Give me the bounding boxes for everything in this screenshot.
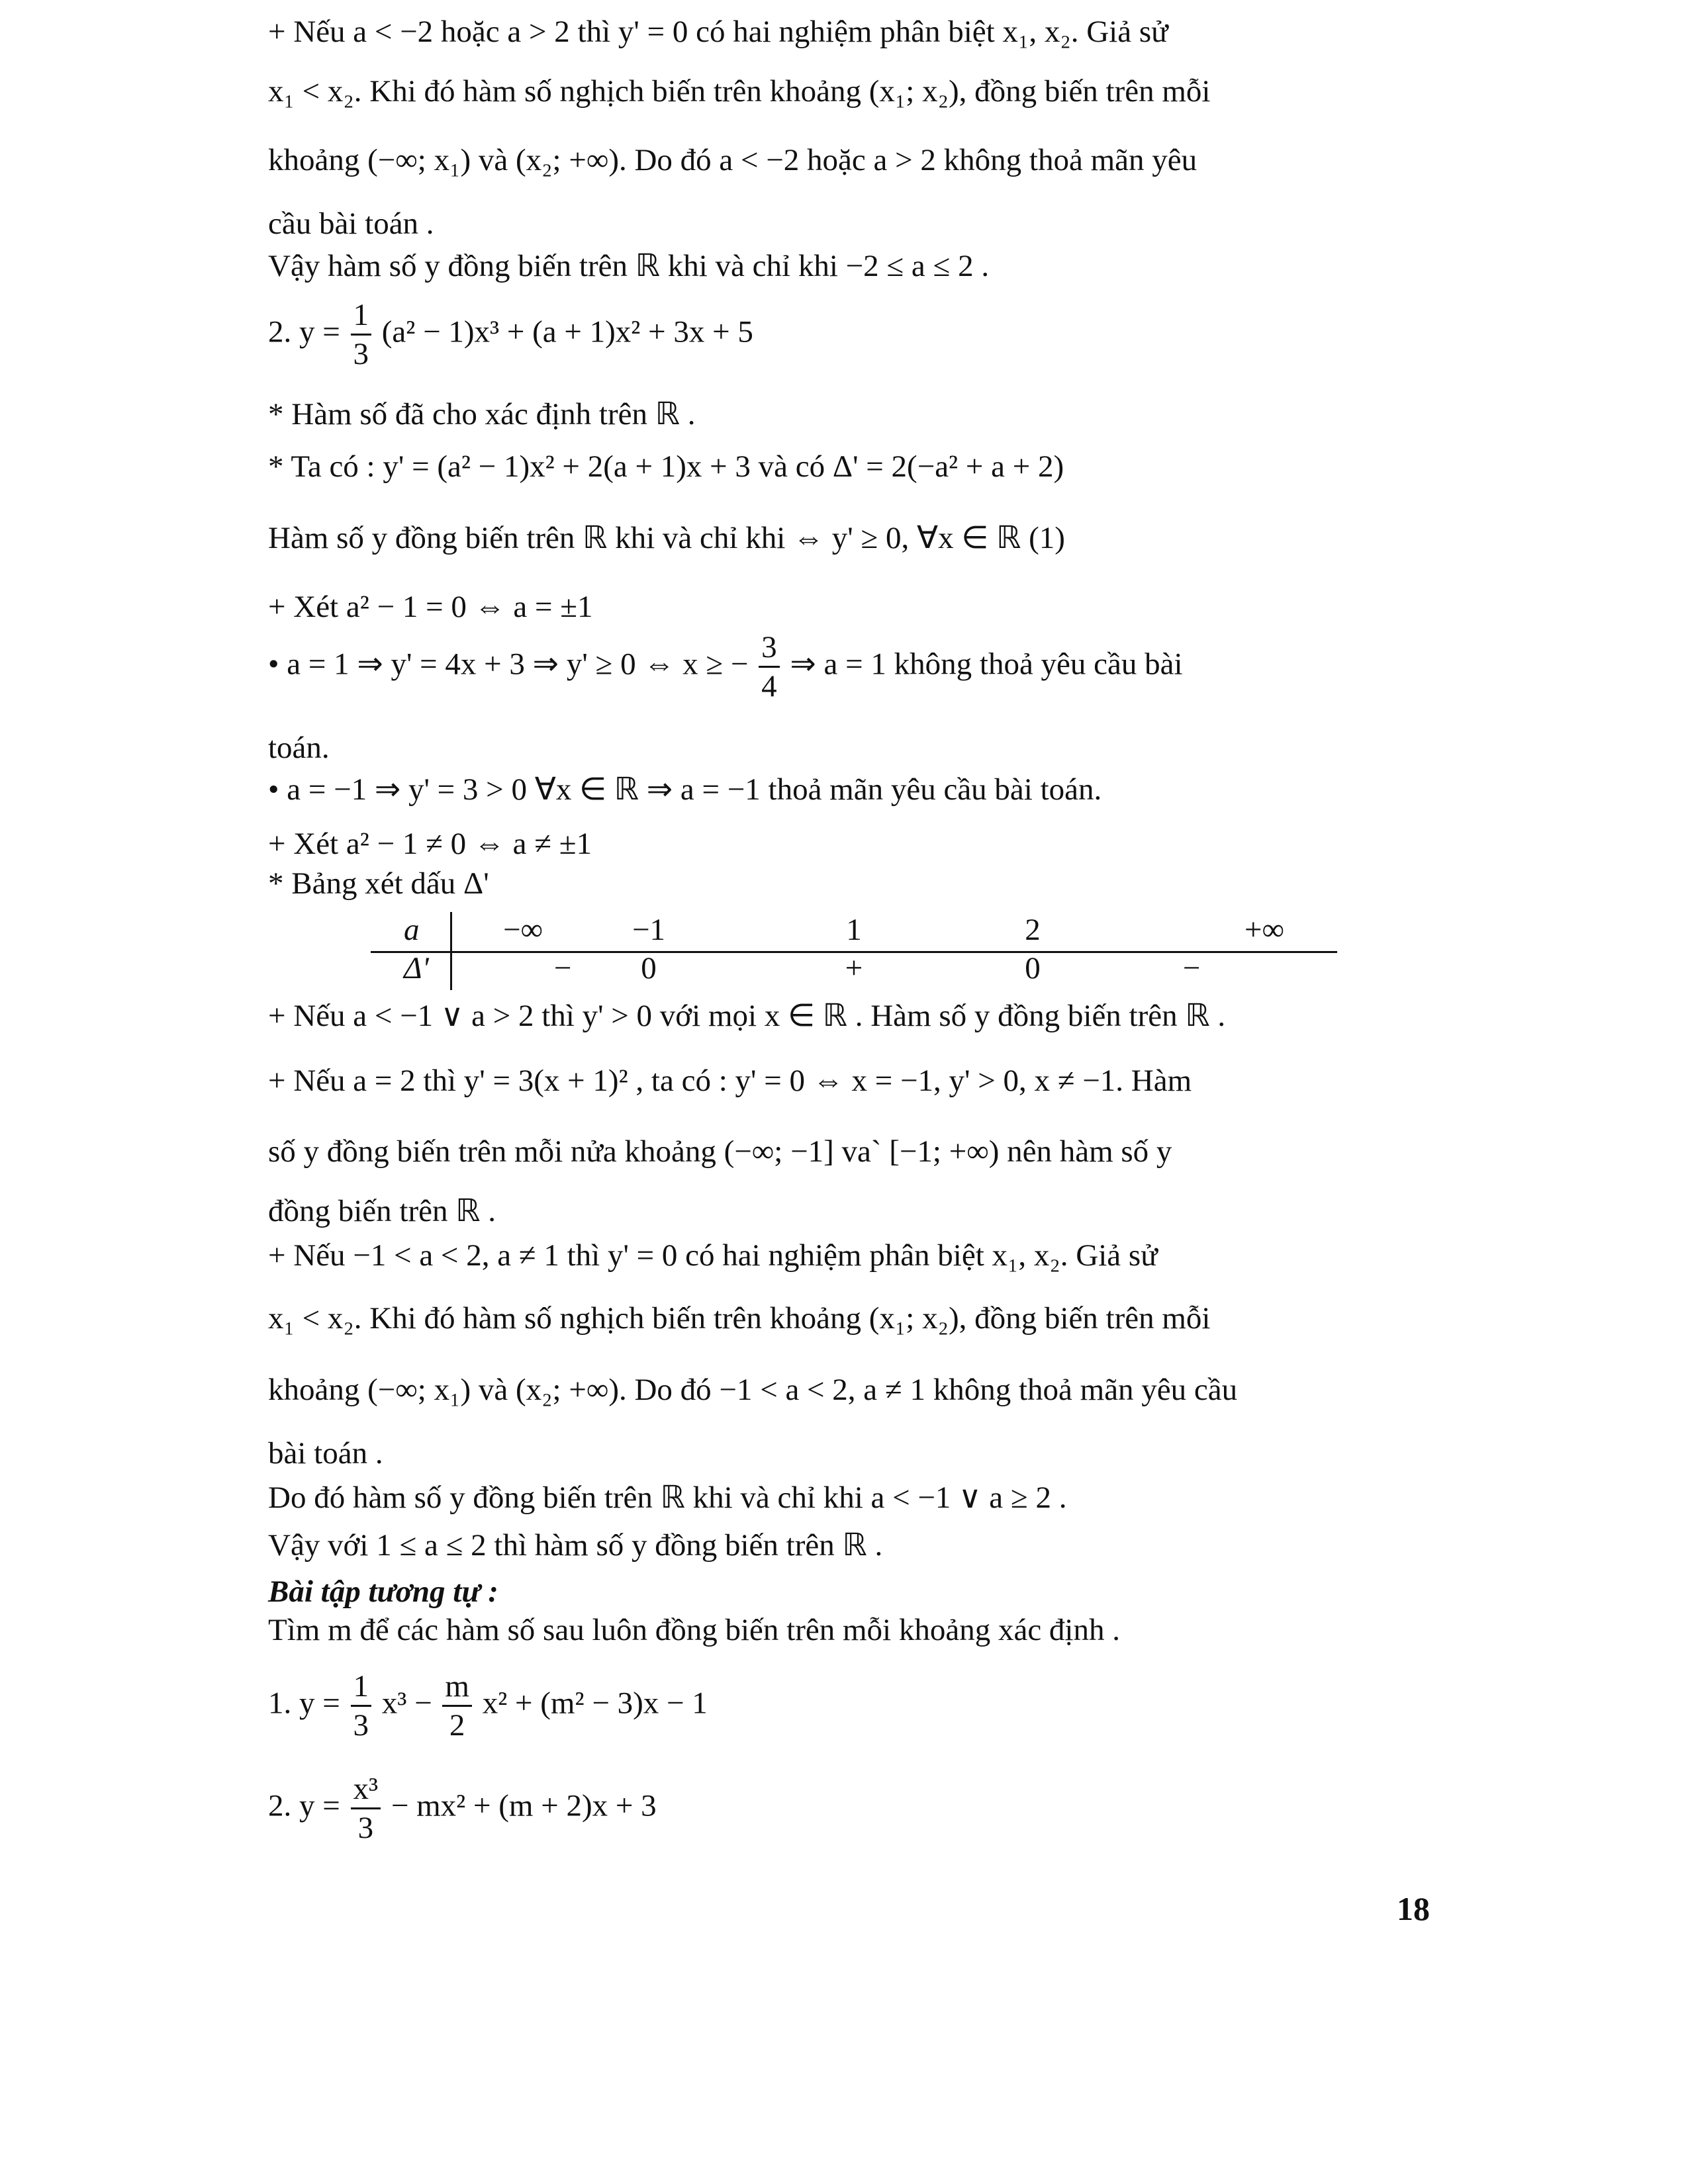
text-line: Do đó hàm số y đồng biến trên ℝ khi và chỉ khi a < −1 ∨ a ≥ 2 . [268,1480,1067,1515]
equation-lhs: 2. y = [268,314,340,349]
text-line: toán. [268,731,330,765]
text-line: Vậy hàm số y đồng biến trên ℝ khi và chỉ khi −2 ≤ a ≤ 2 . [268,249,990,283]
page-number: 18 [1397,1890,1430,1927]
sign-table-variable: a [404,913,420,947]
equation-rhs: ⇒ a = 1 không thoả yêu cầu bài [790,647,1183,682]
text-line: + Xét a² − 1 ≠ 0 ⇔ a ≠ ±1 [268,827,592,861]
fraction-numerator: 1 [351,1668,372,1707]
text-line: * Hàm số đã cho xác định trên ℝ . [268,397,696,432]
text-line: + Nếu a < −2 hoặc a > 2 thì y' = 0 có hai nghiệm phân biệt x₁, x₂. Giả sử [268,15,1168,49]
text-line: • a = −1 ⇒ y' = 3 > 0 ∀x ∈ ℝ ⇒ a = −1 thoả mãn yêu cầu bài toán. [268,772,1102,807]
equation-term: x³ − [381,1686,432,1721]
fraction-denominator: 4 [761,669,777,704]
text-line: đồng biến trên ℝ . [268,1194,496,1228]
sign-table-row-variable [371,912,1337,950]
text-line: + Nếu a = 2 thì y' = 3(x + 1)² , ta có : y' = 0 ⇔ x = −1, y' > 0, x ≠ −1. Hàm [268,1064,1192,1098]
fraction-denominator: 3 [353,337,369,371]
equation-rhs: − mx² + (m + 2)x + 3 [391,1788,657,1823]
equation-line [268,629,1183,705]
sign-table-row-delta [371,950,1337,989]
text-line: khoảng (−∞; x₁) và (x₂; +∞). Do đó a < −2 hoặc a > 2 không thoả mãn yêu [268,143,1197,177]
sign-table-sign: − [1182,951,1201,985]
sign-table-sign: + [845,951,863,985]
fraction [351,1668,372,1744]
equation-line [268,296,753,373]
exercise-1 [268,1668,708,1744]
equation-lhs: 1. y = [268,1686,340,1721]
text-line: * Ta có : y' = (a² − 1)x² + 2(a + 1)x + 3 và có Δ' = 2(−a² + a + 2) [268,449,1064,484]
sign-table-point: +∞ [1244,913,1285,947]
sign-table-sign: 0 [641,951,657,985]
fraction-denominator: 3 [357,1811,374,1845]
equation-lhs: 2. y = [268,1788,340,1823]
text-line: cầu bài toán . [268,206,434,241]
text-line: Tìm m để các hàm số sau luôn đồng biến trên mỗi khoảng xác định . [268,1613,1120,1647]
text-line: Hàm số y đồng biến trên ℝ khi và chỉ khi ⇔ y' ≥ 0, ∀x ∈ ℝ (1) [268,521,1065,555]
text-line: bài toán . [268,1436,383,1471]
fraction [442,1668,472,1744]
text-line: x₁ < x₂. Khi đó hàm số nghịch biến trên khoảng (x₁; x₂), đồng biến trên mỗi [268,1301,1211,1336]
sign-table-point: 2 [1025,913,1041,947]
sign-table-sign: − [553,951,572,985]
text-line: + Nếu −1 < a < 2, a ≠ 1 thì y' = 0 có hai nghiệm phân biệt x₁, x₂. Giả sử [268,1238,1158,1273]
fraction [351,296,372,373]
text-line: * Bảng xét dấu Δ' [268,866,489,901]
sign-table-point: −∞ [502,913,543,947]
sign-table-sign: 0 [1025,951,1041,985]
text-line: x₁ < x₂. Khi đó hàm số nghịch biến trên khoảng (x₁; x₂), đồng biến trên mỗi [268,74,1211,109]
fraction-denominator: 2 [449,1708,465,1743]
fraction-denominator: 3 [353,1708,369,1743]
fraction-numerator: m [442,1668,472,1707]
text-line: + Nếu a < −1 ∨ a > 2 thì y' > 0 với mọi x ∈ ℝ . Hàm số y đồng biến trên ℝ . [268,999,1226,1033]
section-heading: Bài tập tương tự : [268,1574,498,1609]
text-line: khoảng (−∞; x₁) và (x₂; +∞). Do đó −1 < a < 2, a ≠ 1 không thoả mãn yêu cầu [268,1373,1238,1407]
equation-lhs: • a = 1 ⇒ y' = 4x + 3 ⇒ y' ≥ 0 ⇔ x ≥ − [268,647,749,682]
fraction-numerator: 3 [759,629,780,668]
sign-table-point: −1 [632,913,666,947]
fraction-numerator: 1 [351,296,372,336]
sign-table-delta: Δ' [404,951,429,985]
fraction-numerator: x³ [351,1770,381,1809]
equation-rhs: x² + (m² − 3)x − 1 [482,1686,708,1721]
text-line: + Xét a² − 1 = 0 ⇔ a = ±1 [268,590,593,624]
equation-rhs: (a² − 1)x³ + (a + 1)x² + 3x + 5 [381,314,753,349]
sign-table-point: 1 [846,913,862,947]
text-line: Vậy với 1 ≤ a ≤ 2 thì hàm số y đồng biến trên ℝ . [268,1528,883,1563]
text-line: số y đồng biến trên mỗi nửa khoảng (−∞; −1] va` [−1; +∞) nên hàm số y [268,1134,1172,1169]
exercise-2 [268,1770,657,1846]
fraction [351,1770,381,1846]
fraction [759,629,780,705]
sign-table [371,912,1337,989]
